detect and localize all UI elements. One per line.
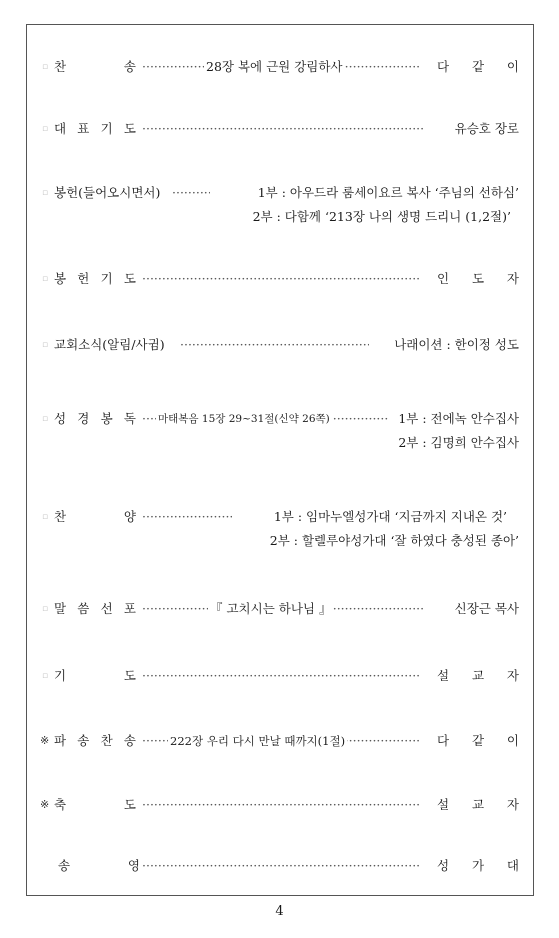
page-number: 4 (275, 904, 284, 919)
stand-mark: ※ (40, 734, 50, 747)
item-leader: 인 도 자 (433, 270, 519, 288)
bullet-mark: ▫ (42, 124, 49, 134)
program-item-choir (44, 508, 519, 550)
bullet-mark: ▫ (42, 340, 49, 350)
program-item-benediction (40, 796, 519, 814)
bullet-mark: ▫ (42, 188, 49, 198)
sermon-title: 『 고치시는 하나님 』 (210, 601, 332, 616)
item-leader: 설 교 자 (433, 796, 519, 814)
program-item-sermon (44, 600, 519, 618)
item-label: 말 씀 선 포 (54, 601, 136, 616)
program-item-prayer (44, 667, 519, 685)
item-content-line1: 1부 : 아우드라 룸세이요르 복사 ‘주님의 선하심’ (254, 184, 519, 202)
item-label: 기 도 (54, 668, 136, 683)
item-label: 교회소식(알림/사귐) (54, 337, 165, 352)
item-content: 마태복음 15장 29~31절(신약 26쪽) (156, 410, 332, 428)
dot-leader (180, 336, 369, 354)
program-item-representative-prayer (44, 120, 519, 138)
program-item-church-news (44, 336, 519, 354)
item-label: 봉헌(들어오시면서) (54, 185, 161, 200)
item-content-line2: 2부 : 다함께 ‘213장 나의 생명 드리니 (1,2절)’ (252, 209, 511, 224)
item-leader: 유승호 장로 (451, 120, 519, 138)
dot-leader (142, 796, 419, 814)
dot-leader (142, 508, 232, 526)
bullet-mark: ▫ (42, 414, 49, 424)
item-leader: 성 가 대 (433, 857, 519, 875)
bullet-mark: ▫ (42, 604, 49, 614)
bullet-mark: ▫ (42, 62, 49, 72)
dot-leader (142, 667, 419, 685)
item-leader: 1부 : 전에녹 안수집사 (394, 410, 519, 428)
program-item-sending-hymn (40, 732, 519, 750)
item-content: 28장 복에 근원 강림하사 (206, 59, 343, 74)
item-leader: 다 같 이 (433, 58, 519, 76)
program-item-hymn (44, 58, 519, 76)
item-leader: 다 같 이 (433, 732, 519, 750)
dot-leader (142, 120, 423, 138)
item-label: 성 경 봉 독 (54, 411, 136, 426)
item-content-line1: 1부 : 임마누엘성가대 ‘지금까지 지내온 것’ (270, 508, 507, 526)
bullet-mark: ▫ (42, 512, 49, 522)
program-frame (26, 24, 534, 896)
program-item-scripture-reading (44, 410, 519, 452)
dot-leader (142, 857, 419, 875)
program-item-offering-prayer (44, 270, 519, 288)
item-leader: 나래이션 : 한이정 성도 (390, 336, 519, 354)
item-label: 파 송 찬 송 (54, 733, 136, 748)
item-label: 찬 송 (54, 59, 136, 74)
dot-leader (142, 270, 419, 288)
item-leader-line2: 2부 : 김명희 안수집사 (398, 435, 519, 450)
item-leader: 신장근 목사 (451, 600, 519, 618)
item-label: 찬 양 (54, 509, 136, 524)
item-label: 대 표 기 도 (54, 121, 136, 136)
item-content-line2: 2부 : 할렐루야성가대 ‘잘 하였다 충성된 종아’ (269, 533, 519, 548)
item-label: 송 영 (58, 858, 140, 873)
dot-leader (172, 184, 210, 202)
item-leader: 설 교 자 (433, 667, 519, 685)
item-label: 봉 헌 기 도 (54, 271, 136, 286)
item-label: 축 도 (54, 797, 136, 812)
bullet-mark: ▫ (42, 671, 49, 681)
item-content: 222장 우리 다시 만날 때까지(1절) (170, 734, 346, 748)
program-item-offering (44, 184, 519, 226)
bullet-mark: ▫ (42, 274, 49, 284)
stand-mark: ※ (40, 798, 50, 811)
program-item-doxology (44, 857, 519, 875)
